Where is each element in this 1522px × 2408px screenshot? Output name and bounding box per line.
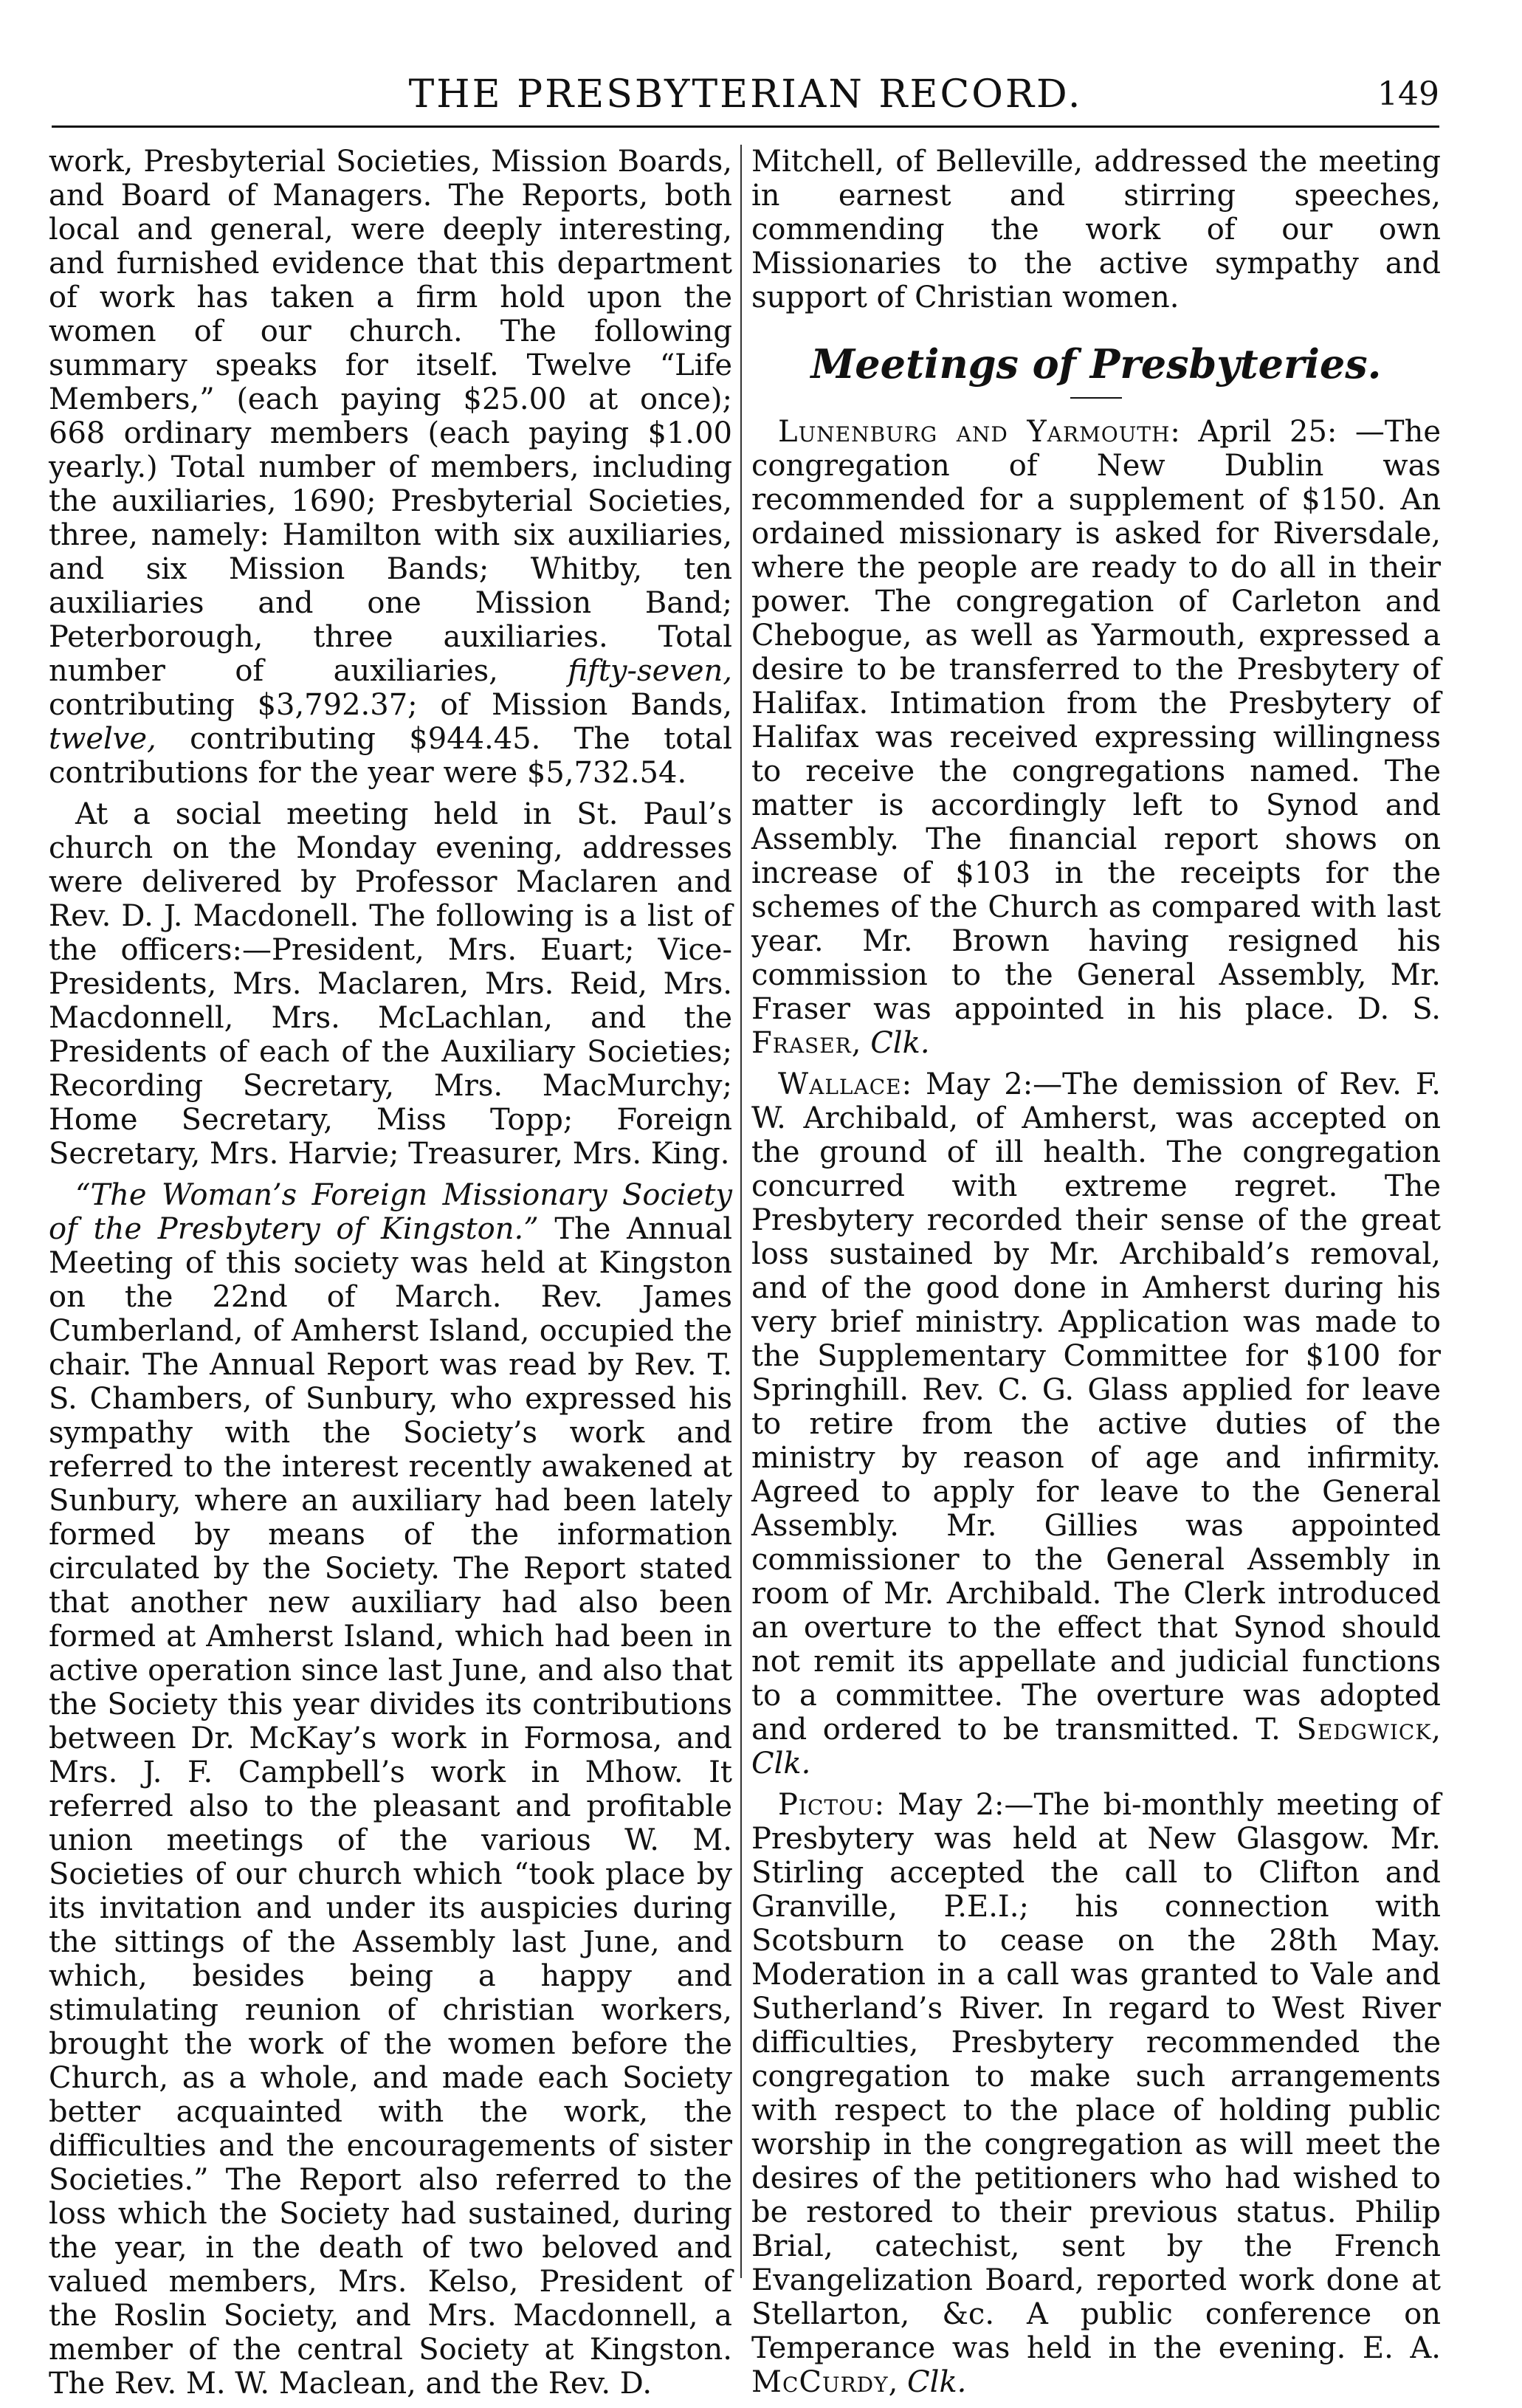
presbytery-name: Wallace	[778, 1067, 902, 1101]
presbytery-name: Pictou	[778, 1788, 875, 1822]
text-run: contributing $3,792.37; of Mission Bands,	[49, 688, 732, 722]
clerk-abbrev: Clk.	[907, 2365, 967, 2399]
header-rule	[52, 125, 1439, 128]
clerk-abbrev: Clk.	[751, 1747, 811, 1781]
paragraph-pictou: Pictou: May 2:—The bi-monthly meeting of Presbytery was held at New Glasgow. Mr. Stirling accepted the call to Clifton and Granville, P.E.I.; his connection with Scotsburn to cease on the 28th May. Moderation in a call was granted to Vale and Sutherland’s River. In regard to West River difficulties, Presbytery recommended the congregation to make such arrangements with respect to the place of holding public worship in the congregation as will meet the desires of the petitioners who had wished to be restored to their previous status. Philip Brial, catechist, sent by the French Evangelization Board, reported work done at Stellarton, &c. A public conference on Temperance was held in the evening. E. A. McCurdy, Clk.	[751, 1788, 1441, 2399]
clerk-name: McCurdy	[751, 2365, 889, 2399]
italic-run: fifty-seven,	[568, 654, 732, 688]
text-run: contributing $944.45. The total contributions for the year were $5,732.54.	[49, 722, 732, 790]
clerk-name: Sedgwick	[1296, 1713, 1432, 1747]
left-column	[49, 145, 732, 2408]
paragraph-lunenburg: Lunenburg and Yarmouth: April 25: —The congregation of New Dublin was recommended for a supplement of $150. An ordained missionary is asked for Riversdale, where the people are ready to do all in their power. The congregation of Carleton and Chebogue, as well as Yarmouth, expressed a desire to be transferred to the Presbytery of Halifax. Intimation from the Presbytery of Halifax was received expressing willingness to receive the congregations named. The matter is accordingly left to Synod and Assembly. The financial report shows on increase of $103 in the receipts for the schemes of the Church as compared with last year. Mr. Brown having resigned his commission to the General Assembly, Mr. Fraser was appointed in his place. D. S. Fraser, Clk.	[751, 415, 1441, 1060]
text-run: The Annual Meeting of this society was held at Kingston on the 22nd of March. Rev. James Cumberland, of Amherst Island, occupied the chair. The Annual Report was read by Rev. T. S. Chambers, of Sunbury, who expressed his sympathy with the Society’s work and referred to the interest recently awakened at Sunbury, where an auxiliary had been lately formed by means of the information circulated by the Society. The Report stated that another new auxiliary had also been formed at Amherst Island, which had been in active operation since last June, and also that the Society this year divides its contributions between Dr. McKay’s work in Formosa, and Mrs. J. F. Campbell’s work in Mhow. It referred also to the pleasant and profitable union meetings of the various W. M. Societies of our church which “took place by its invitation and under its auspicies during the sittings of the Assembly last June, and which, besides being a happy and stimulating reunion of christian workers, brought the work of the women before the Church, as a whole, and made each Society better acquainted with the work, the difficulties and the encouragements of sister Societies.” The Report also referred to the loss which the Society had sustained, during the year, in the death of two beloved and valued members, Mrs. Kelso, President of the Roslin Society, and Mrs. Macdonnell, a member of the central Society at Kingston. The Rev. M. W. Maclean, and the Rev. D.	[49, 1212, 732, 2401]
paragraph-kingston-society	[49, 1178, 732, 2401]
text-run: : April 25: —The congregation of New Dublin was recommended for a supplement of $150. An ordained missionary is asked for Riversdale, where the people are ready to do all in their power. The congregation of Carleton and Chebogue, as well as Yarmouth, expressed a desire to be transferred to the Presbytery of Halifax. Intimation from the Presbytery of Halifax was received expressing willingness to receive the congregations named. The matter is accordingly left to Synod and Assembly. The financial report shows on increase of $103 in the receipts for the schemes of the Church as compared with last year. Mr. Brown having resigned his commission to the General Assembly, Mr. Fraser was appointed in his place. D. S.	[751, 415, 1441, 1026]
presbytery-name: Lunenburg and Yarmouth	[778, 415, 1171, 449]
column-divider	[740, 145, 742, 2278]
italic-run: “The Woman’s Foreign Missionary Society of the Presbytery of Kingston.”	[49, 1178, 732, 1246]
right-column	[751, 145, 1441, 2407]
text-run: work, Presbyterial Societies, Mission Boards, and Board of Managers. The Reports, both local and general, were deeply interesting, and furnished evidence that this department of work has taken a firm hold upon the women of our church. The following summary speaks for itself. Twelve “Life Members,” (each paying $25.00 at once); 668 ordinary members (each paying $1.00 yearly.) Total number of members, including the auxiliaries, 1690; Presbyterial Societies, three, namely: Hamilton with six auxiliaries, and six Mission Bands; Whitby, ten auxiliaries and one Mission Band; Peterborough, three auxiliaries. Total number of auxiliaries,	[49, 145, 732, 688]
paragraph-social-meeting: At a social meeting held in St. Paul’s church on the Monday evening, addresses were delivered by Professor Maclaren and Rev. D. J. Macdonell. The following is a list of the officers:—President, Mrs. Euart; Vice-Presidents, Mrs. Maclaren, Mrs. Reid, Mrs. Macdonnell, Mrs. McLachlan, and the Presidents of each of the Auxiliary Societies; Recording Secretary, Mrs. MacMurchy; Home Secretary, Miss Topp; Foreign Secretary, Mrs. Harvie; Treasurer, Mrs. King.	[49, 797, 732, 1171]
page-header	[52, 65, 1439, 124]
italic-run: twelve,	[49, 722, 156, 756]
paragraph-mitchell: Mitchell, of Belleville, addressed the meeting in earnest and stirring speeches, commending the work of our own Missionaries to the active sympathy and support of Christian women.	[751, 145, 1441, 314]
heading-rule	[1070, 397, 1122, 399]
text-run: : May 2:—The demission of Rev. F. W. Archibald, of Amherst, was accepted on the ground of ill health. The congregation concurred with extreme regret. The Presbytery recorded their sense of the great loss sustained by Mr. Archibald’s removal, and of the good done in Amherst during his very brief ministry. Application was made to the Supplementary Committee for $100 for Springhill. Rev. C. G. Glass applied for leave to retire from the active duties of the ministry by reason of age and infirmity. Agreed to apply for leave to the General Assembly. Mr. Gillies was appointed commissioner to the General Assembly in room of Mr. Archibald. The Clerk introduced an overture to the effect that Synod should not remit its appellate and judicial functions to a committee. The overture was adopted and ordered to be transmitted. T.	[751, 1067, 1441, 1747]
journal-title: THE PRESBYTERIAN RECORD.	[408, 72, 1083, 117]
section-heading: Meetings of Presbyteries.	[810, 340, 1382, 388]
text-run: : May 2:—The bi-monthly meeting of Presbytery was held at New Glasgow. Mr. Stirling accepted the call to Clifton and Granville, P.E.I.; his connection with Scotsburn to cease on the 28th May. Moderation in a call was granted to Vale and Sutherland’s River. In regard to West River difficulties, Presbytery recommended the congregation to make such arrangements with respect to the place of holding public worship in the congregation as will meet the desires of the petitioners who had wished to be restored to their previous status. Philip Brial, catechist, sent by the French Evangelization Board, reported work done at Stellarton, &c. A public conference on Temperance was held in the evening. E. A.	[751, 1788, 1441, 2365]
paragraph-wallace: Wallace: May 2:—The demission of Rev. F. W. Archibald, of Amherst, was accepted on the ground of ill health. The congregation concurred with extreme regret. The Presbytery recorded their sense of the great loss sustained by Mr. Archibald’s removal, and of the good done in Amherst during his very brief ministry. Application was made to the Supplementary Committee for $100 for Springhill. Rev. C. G. Glass applied for leave to retire from the active duties of the ministry by reason of age and infirmity. Agreed to apply for leave to the General Assembly. Mr. Gillies was appointed commissioner to the General Assembly in room of Mr. Archibald. The Clerk introduced an overture to the effect that Synod should not remit its appellate and judicial functions to a committee. The overture was adopted and ordered to be transmitted. T. Sedgwick, Clk.	[751, 1067, 1441, 1781]
paragraph-summary	[49, 145, 732, 790]
clerk-abbrev: Clk.	[870, 1026, 930, 1060]
clerk-name: Fraser	[751, 1026, 852, 1060]
page-number: 149	[1377, 75, 1439, 113]
